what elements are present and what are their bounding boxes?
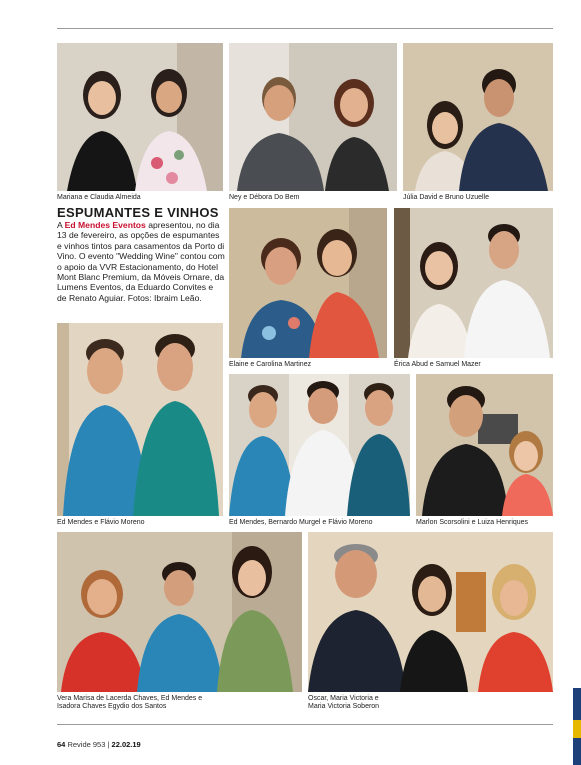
photo-marlon-luiza <box>416 374 553 516</box>
caption: Ney e Débora Do Bem <box>229 194 300 201</box>
photo-elaine-carolina <box>229 208 387 358</box>
caption: Ed Mendes, Bernardo Murgel e Flávio Moreno <box>229 519 373 526</box>
caption-line: Oscar, Maria Victoria e <box>308 695 379 702</box>
caption: Érica Abud e Samuel Mazer <box>394 361 481 368</box>
photo-mariana-claudia <box>57 43 223 191</box>
footer <box>57 740 141 749</box>
footer-separator: | <box>107 740 110 749</box>
caption-line: Isadora Chaves Egydio dos Santos <box>57 703 167 710</box>
photo-oscar-maria-victoria <box>308 532 553 692</box>
magazine-name: Revide 953 <box>67 740 106 749</box>
top-rule <box>57 28 553 29</box>
bottom-rule <box>57 724 553 725</box>
caption: Júlia David e Bruno Uzuelle <box>403 194 489 201</box>
photo-erica-samuel <box>394 208 553 358</box>
caption-line: Maria Victoria Soberon <box>308 703 380 710</box>
edge-tab-accent <box>573 720 581 738</box>
photo-ed-bernardo-flavio <box>229 374 410 516</box>
caption-line: Vera Marisa de Lacerda Chaves, Ed Mendes e <box>57 695 203 702</box>
caption: Mariana e Claudia Almeida <box>57 194 141 201</box>
photo-vera-ed-isadora <box>57 532 302 692</box>
caption <box>308 695 553 711</box>
photo-julia-bruno <box>403 43 553 191</box>
page-number: 64 <box>57 740 66 749</box>
highlight-company: Ed Mendes Eventos <box>64 220 146 230</box>
photo-ney-debora <box>229 43 397 191</box>
caption <box>57 695 302 711</box>
section-title: ESPUMANTES E VINHOS <box>57 205 219 220</box>
photo-ed-flavio <box>57 323 223 516</box>
section-body: A Ed Mendes Eventos apresentou, no dia 13 de fevereiro, as opções de espumantes e vinhos tintos para casamentos da Porto di Vino. O evento "Wedding Wine" contou com o apoio da VVR Estacionamento, do Hotel Mont Blanc Premium, da Móveis Ornare, da Lumens Eventos, da Eduardo Convites e de Renato Aguiar. Fotos: Ibraim Leão. <box>57 220 225 303</box>
caption: Ed Mendes e Flávio Moreno <box>57 519 145 526</box>
issue-date: 22.02.19 <box>111 740 141 749</box>
caption: Elaine e Carolina Martinez <box>229 361 312 368</box>
caption: Marlon Scorsolini e Luiza Henriques <box>416 519 529 526</box>
